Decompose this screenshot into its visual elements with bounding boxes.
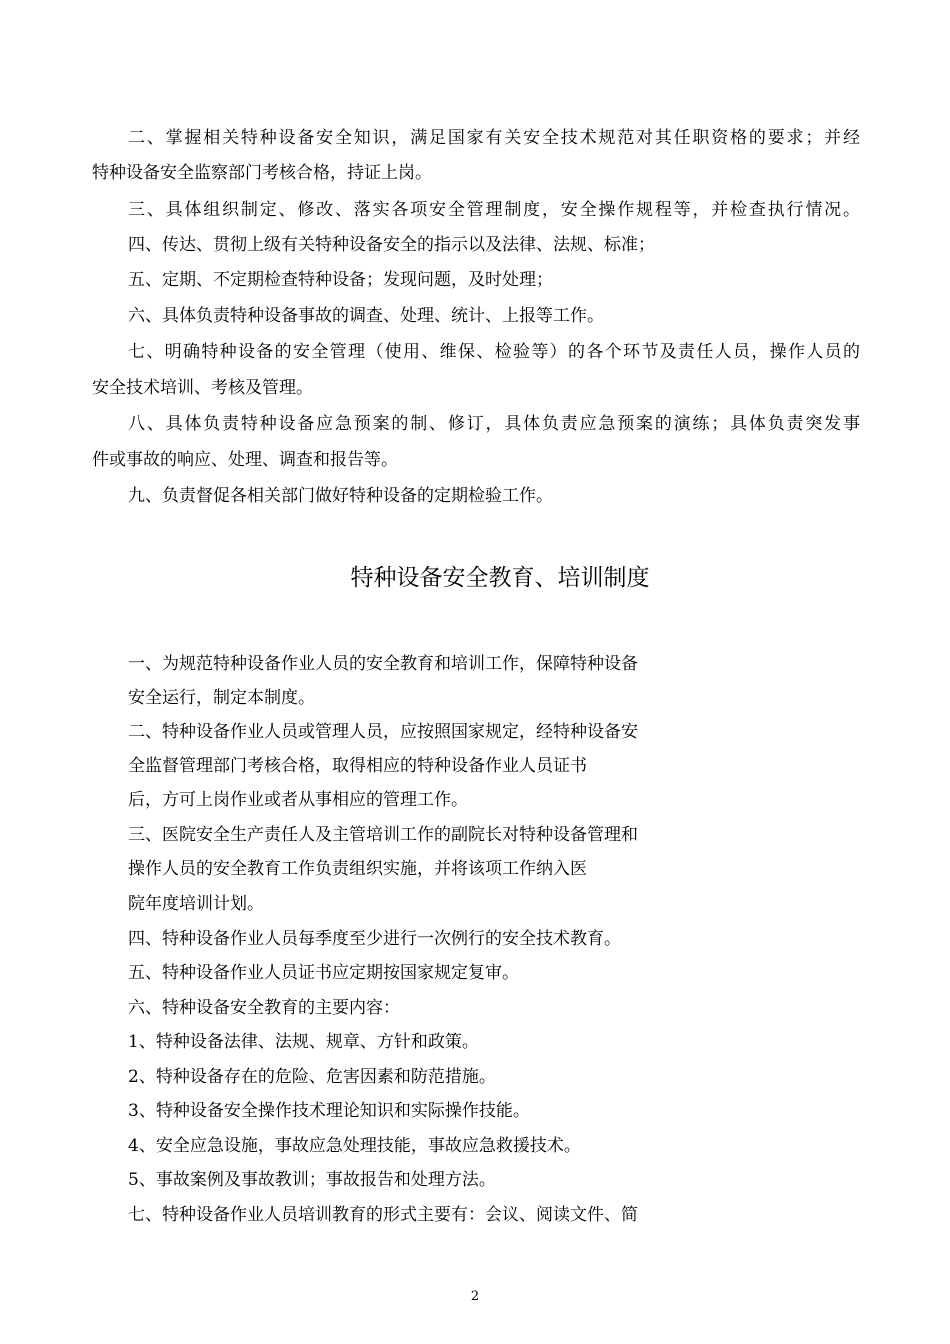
paragraph-line: 二、特种设备作业人员或管理人员，应按照国家规定，经特种设备安 [128,722,638,742]
paragraph-line: 后，方可上岗作业或者从事相应的管理工作。 [128,790,468,810]
paragraph-line: 一、为规范特种设备作业人员的安全教育和培训工作，保障特种设备 [128,654,638,674]
list-item: 2、特种设备存在的危险、危害因素和防范措施。 [128,1067,496,1087]
paragraph-line: 六、特种设备安全教育的主要内容： [128,998,400,1018]
paragraph-line: 八、具体负责特种设备应急预案的制、修订，具体负责应急预案的演练；具体负责突发事 [128,414,860,434]
paragraph-line: 特种设备安全监察部门考核合格，持证上岗。 [92,163,432,183]
paragraph-line: 七、明确特种设备的安全管理（使用、维保、检验等）的各个环节及责任人员，操作人员的 [128,342,860,362]
paragraph-line: 四、特种设备作业人员每季度至少进行一次例行的安全技术教育。 [128,929,621,949]
paragraph-line: 安全技术培训、考核及管理。 [92,378,313,398]
paragraph-line: 全监督管理部门考核合格，取得相应的特种设备作业人员证书 [128,756,587,776]
paragraph-line: 三、具体组织制定、修改、落实各项安全管理制度，安全操作规程等，并检查执行情况。 [128,200,860,220]
paragraph-line: 九、负责督促各相关部门做好特种设备的定期检验工作。 [128,486,553,506]
section-title: 特种设备安全教育、培训制度 [350,565,650,591]
paragraph-line: 操作人员的安全教育工作负责组织实施，并将该项工作纳入医 [128,859,587,879]
page-number: 2 [470,1289,480,1304]
paragraph-line: 安全运行，制定本制度。 [128,688,315,708]
paragraph-line: 五、定期、不定期检查特种设备；发现问题，及时处理； [128,270,553,290]
paragraph-line: 四、传达、贯彻上级有关特种设备安全的指示以及法律、法规、标准； [128,235,655,255]
list-item: 3、特种设备安全操作技术理论知识和实际操作技能。 [128,1101,530,1121]
paragraph-line: 件或事故的响应、处理、调查和报告等。 [92,450,398,470]
paragraph-line: 院年度培训计划。 [128,894,264,914]
paragraph-line: 六、具体负责特种设备事故的调查、处理、统计、上报等工作。 [128,306,604,326]
paragraph-line: 三、医院安全生产责任人及主管培训工作的副院长对特种设备管理和 [128,825,638,845]
paragraph-line: 五、特种设备作业人员证书应定期按国家规定复审。 [128,963,519,983]
list-item: 1、特种设备法律、法规、规章、方针和政策。 [128,1032,479,1052]
paragraph-line: 二、掌握相关特种设备安全知识，满足国家有关安全技术规范对其任职资格的要求；并经 [128,128,860,148]
list-item: 5、事故案例及事故教训；事故报告和处理方法。 [128,1170,496,1190]
paragraph-line: 七、特种设备作业人员培训教育的形式主要有：会议、阅读文件、简 [128,1205,638,1225]
list-item: 4、安全应急设施，事故应急处理技能，事故应急救援技术。 [128,1136,581,1156]
